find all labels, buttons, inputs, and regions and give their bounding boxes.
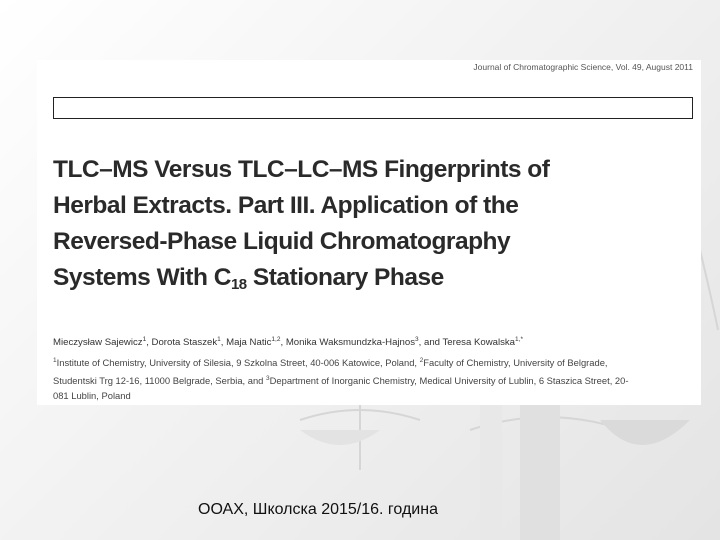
author-separator: , and <box>418 337 443 349</box>
title-line-4-prefix: Systems With C <box>53 264 231 291</box>
author-sup: 3 <box>415 336 419 343</box>
affiliation-text: Faculty of Chemistry, University of Belgrade, <box>423 357 608 369</box>
author: Mieczysław Sajewicz <box>53 337 143 349</box>
author: Maja Natic <box>226 337 272 349</box>
slide-footer: ООАХ, Школска 2015/16. година <box>198 501 438 518</box>
author-separator: , <box>220 337 227 349</box>
title-subscript: 18 <box>230 276 247 293</box>
author: Dorota Staszek <box>151 337 218 349</box>
title-line-2: Herbal Extracts. Part III. Application of the <box>53 192 519 219</box>
author-separator: , <box>280 337 286 349</box>
author-sup: 1,* <box>515 336 523 343</box>
author-sup: 1,2 <box>271 336 281 343</box>
author: Teresa Kowalska <box>442 337 516 349</box>
affiliation-sup: 1 <box>53 357 57 364</box>
author-separator: , <box>146 337 152 349</box>
title-line-1: TLC–MS Versus TLC–LC–MS Fingerprints of <box>53 156 550 183</box>
affiliation-sup: 3 <box>266 374 270 382</box>
affiliation-line-2 <box>53 371 693 389</box>
affiliation-text: Institute of Chemistry, University of Silesia, 9 Szkolna Street, 40-006 Katowice, Poland, <box>56 357 420 369</box>
affiliation-text: Department of Inorganic Chemistry, Medical University of Lublin, 6 Staszica Street, 20- <box>269 374 629 386</box>
paper-title <box>53 152 673 303</box>
author-sup: 1 <box>142 336 147 343</box>
affiliation-sup: 2 <box>419 357 424 364</box>
title-line-3: Reversed-Phase Liquid Chromatography <box>53 228 511 255</box>
title-line-4-suffix: Stationary Phase <box>246 264 444 291</box>
affiliation-text: Studentski Trg 12-16, 11000 Belgrade, Serbia, and <box>53 374 266 386</box>
author-sup: 1 <box>217 336 221 343</box>
author-list <box>53 336 693 348</box>
affiliations <box>53 353 693 404</box>
author: Monika Waksmundzka-Hajnos <box>285 337 416 349</box>
journal-header: Journal of Chromatographic Science, Vol. 49, August 2011 <box>473 62 693 72</box>
paper-screenshot <box>37 60 701 405</box>
affiliation-line-3: 081 Lublin, Poland <box>53 390 131 402</box>
title-line-4 <box>53 260 673 303</box>
header-banner-box <box>53 97 693 119</box>
affiliation-line-1 <box>53 353 693 371</box>
